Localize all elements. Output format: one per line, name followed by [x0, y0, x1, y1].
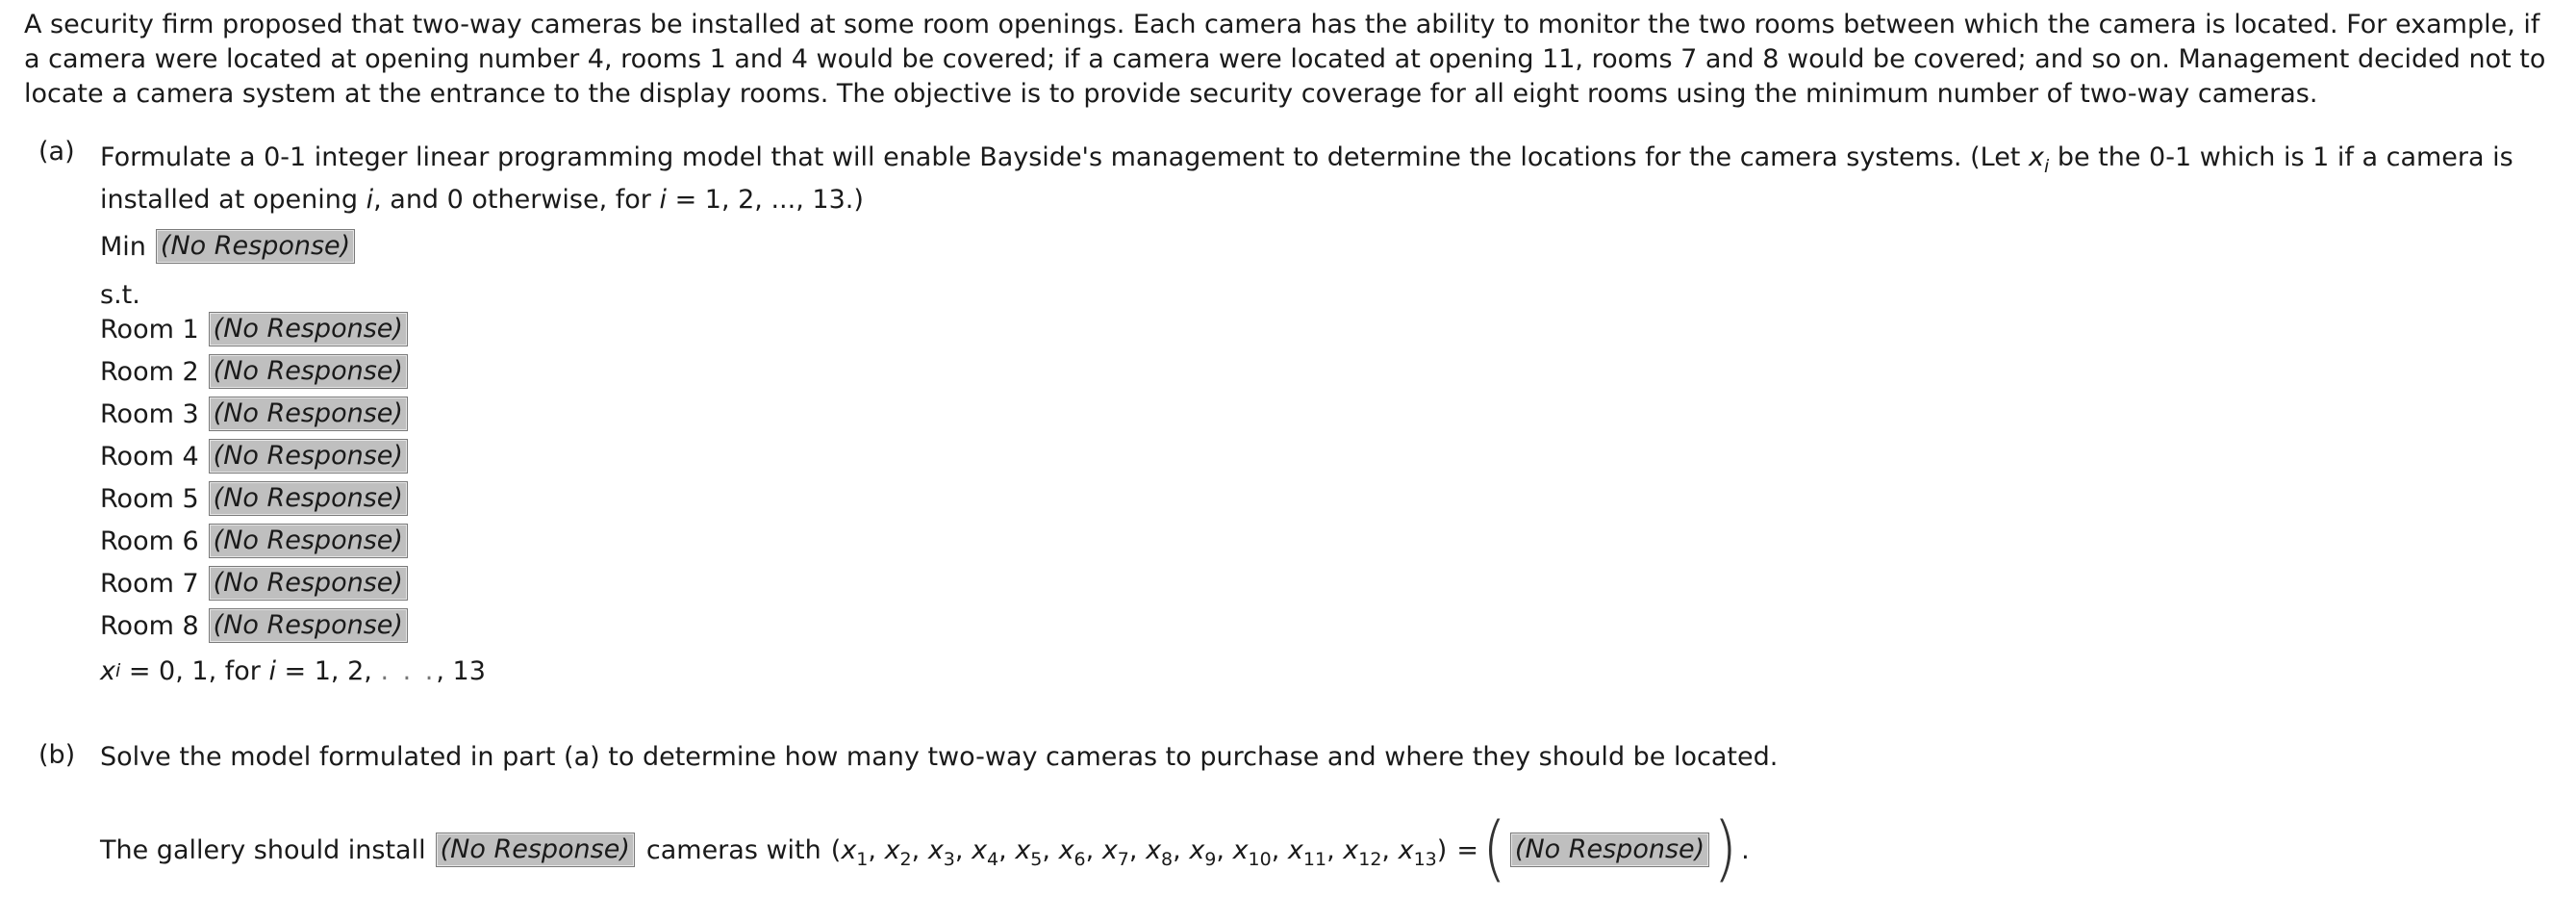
constraint-response[interactable]: (No Response) — [209, 481, 408, 516]
st-label: s.t. — [100, 279, 140, 310]
constraint-response[interactable]: (No Response) — [209, 524, 408, 558]
min-label: Min — [100, 231, 146, 262]
constraint-label: Room 8 — [100, 610, 199, 641]
constraint-row — [100, 606, 408, 645]
constraint-row — [100, 310, 408, 348]
variable-vector: ($x_1$, $x_2$, $x_3$, $x_4$, $x_5$, $x_6$, $x_7$, $x_8$, $x_9$, $x_{10}$, $x_{11}$, $x_{12}$, $x_{13}$) — [830, 834, 1448, 870]
constraint-label: Room 3 — [100, 398, 199, 429]
part-b-text: Solve the model formulated in part (a) to determine how many two-way cameras to purchase and where they should be located. — [100, 742, 1779, 772]
constraint-response[interactable]: (No Response) — [209, 397, 408, 431]
part-a-text: Formulate a 0-1 integer linear programming model that will enable Bayside's management to determine the locations for the camera systems. (Let $x_i$ be the 0-1 which is 1 if a camera is installed at opening i, and 0 otherwise, for i = 1, 2, ..., 13.) — [100, 142, 2513, 215]
constraint-row — [100, 352, 408, 391]
constraint-label: Room 2 — [100, 356, 199, 387]
constraint-response[interactable]: (No Response) — [209, 354, 408, 389]
constraint-label: Room 6 — [100, 525, 199, 556]
answer-row — [100, 808, 1750, 891]
part-a-label: (a) — [38, 137, 75, 167]
constraint-response[interactable]: (No Response) — [209, 566, 408, 601]
constraint-label: Room 4 — [100, 441, 199, 472]
constraint-row — [100, 479, 408, 518]
vector-response[interactable]: (No Response) — [1510, 833, 1709, 867]
right-paren: ) — [1713, 808, 1738, 891]
constraint-row — [100, 437, 408, 475]
camera-count-response[interactable]: (No Response) — [436, 833, 635, 867]
constraint-label: Room 7 — [100, 568, 199, 599]
constraint-label: Room 1 — [100, 314, 199, 345]
objective-row — [100, 227, 355, 266]
constraint-response[interactable]: (No Response) — [209, 439, 408, 474]
constraint-row — [100, 395, 408, 433]
objective-response[interactable]: (No Response) — [156, 229, 355, 264]
constraint-row — [100, 522, 408, 560]
constraint-label: Room 5 — [100, 483, 199, 514]
st-row — [100, 275, 140, 314]
domain-constraint: x i = 0, 1, for i = 1, 2, . . . , 13 — [100, 655, 486, 686]
constraint-response[interactable]: (No Response) — [209, 312, 408, 346]
constraint-row — [100, 564, 408, 602]
sentence-end: . — [1741, 834, 1750, 865]
left-paren: ( — [1481, 808, 1506, 891]
problem-intro: A security firm proposed that two-way cameras be installed at some room openings. Each camera has the ability to monitor the two rooms between which the camera is located. For example, if a camera were located at opening number 4, rooms 1 and 4 would be covered; if a camera were located at opening 11, rooms 7 and 8 would be covered; and so on. Management decided not to locate a camera system at the entrance to the display rooms. The objective is to provide security coverage for all eight rooms using the minimum number of two-way cameras. — [24, 10, 2546, 109]
equals-sign: = — [1456, 834, 1478, 865]
part-b-label: (b) — [38, 740, 76, 770]
constraint-response[interactable]: (No Response) — [209, 608, 408, 643]
answer-sentence-middle: cameras with — [645, 834, 821, 865]
answer-sentence-start: The gallery should install — [100, 834, 426, 865]
